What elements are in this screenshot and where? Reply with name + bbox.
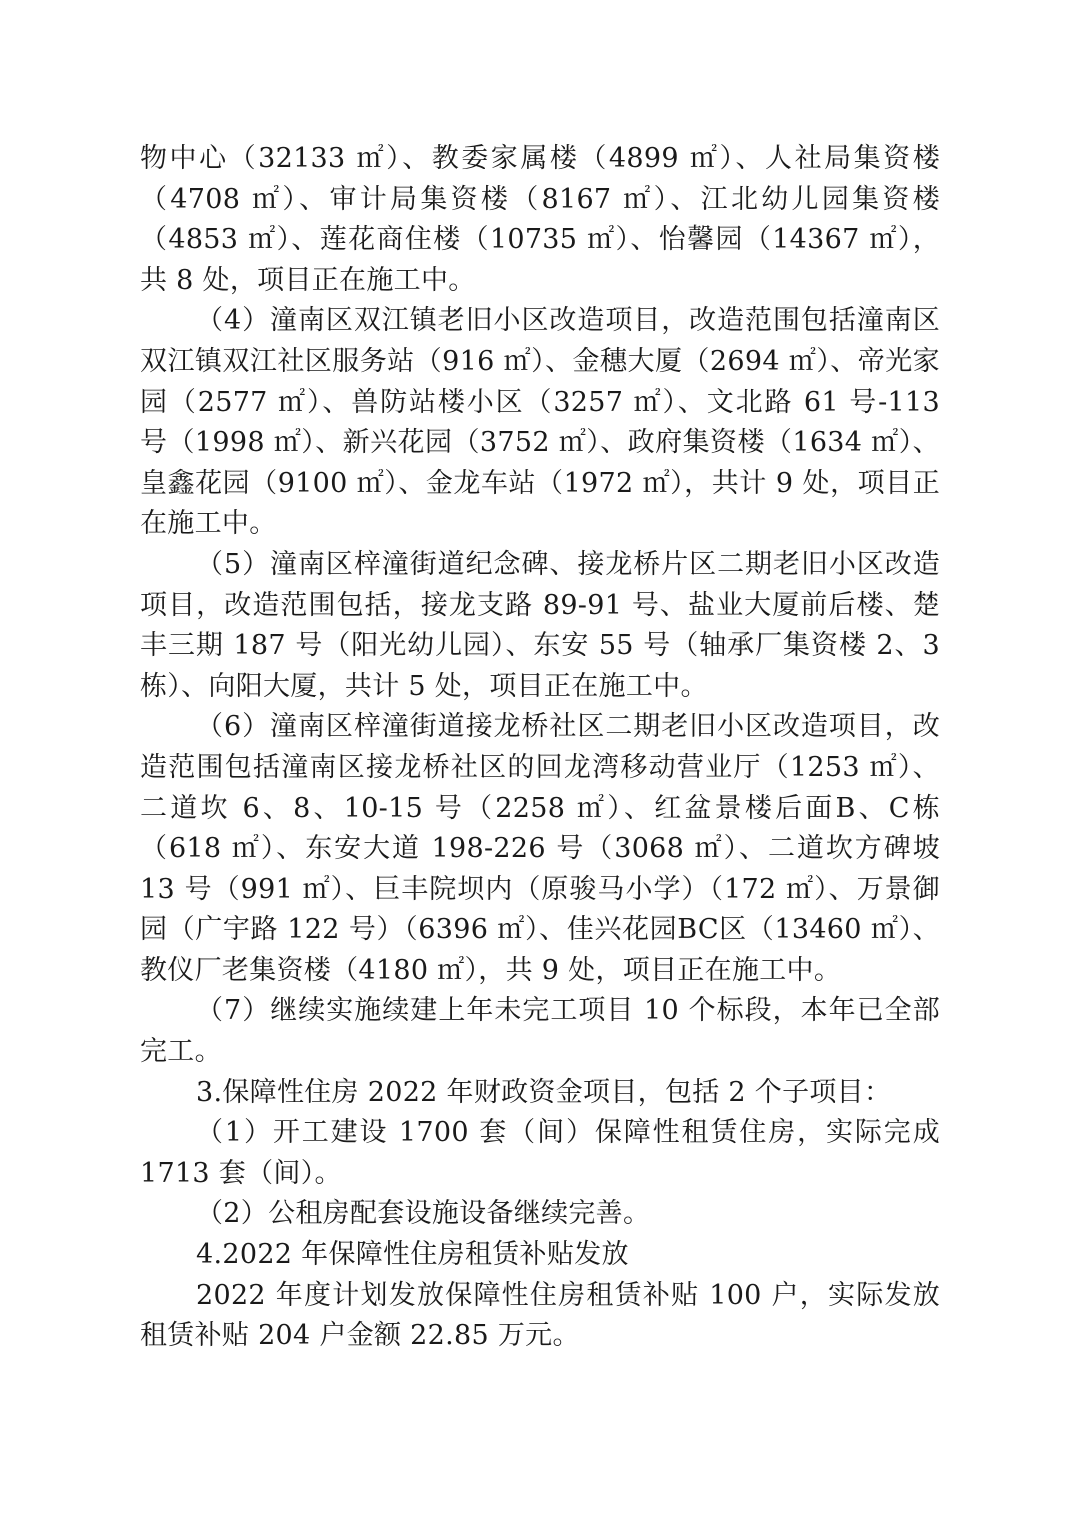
document-page <box>140 139 940 1357</box>
paragraph-item-4: （4）潼南区双江镇老旧小区改造项目，改造范围包括潼南区双江镇双江社区服务站（916 ㎡）、金穗大厦（2694 ㎡）、帝光家园（2577 ㎡）、兽防站楼小区（3257 ㎡）、文北路 61 号-113 号（1998 ㎡）、新兴花园（3752 ㎡）、政府集资楼（1634 ㎡）、皇鑫花园（9100 ㎡）、金龙车站（1972 ㎡），共计 9 处，项目正在施工中。 <box>140 305 940 540</box>
paragraph-subsidy: 2022 年度计划发放保障性住房租赁补贴 100 户，实际发放租赁补贴 204 户金额 22.85 万元。 <box>140 1279 940 1352</box>
paragraph-continuation: 物中心（32133 ㎡）、教委家属楼（4899 ㎡）、人社局集资楼（4708 ㎡）、审计局集资楼（8167 ㎡）、江北幼儿园集资楼（4853 ㎡）、莲花商住楼（10735 ㎡）、怡馨园（14367 ㎡），共 8 处，项目正在施工中。 <box>140 143 940 296</box>
section-heading-3: 3.保障性住房 2022 年财政资金项目，包括 2 个子项目： <box>196 1076 892 1108</box>
paragraph-sub-2: （2）公租房配套设施设备继续完善。 <box>196 1198 651 1230</box>
paragraph-item-6: （6）潼南区梓潼街道接龙桥社区二期老旧小区改造项目，改造范围包括潼南区接龙桥社区的回龙湾移动营业厅（1253 ㎡）、二道坎 6、8、10-15 号（2258 ㎡）、红盆景楼后面B、C栋（618 ㎡）、东安大道 198-226 号（3068 ㎡）、二道坎方碑坡 13 号（991 ㎡）、巨丰院坝内（原骏马小学）（172 ㎡）、万景御园（广宇路 122 号）（6396 ㎡）、佳兴花园BC区（13460 ㎡）、教仪厂老集资楼（4180 ㎡），共 9 处，项目正在施工中。 <box>140 711 940 986</box>
paragraph-item-7: （7）继续实施续建上年未完工项目 10 个标段，本年已全部完工。 <box>140 995 940 1068</box>
paragraph-sub-1: （1）开工建设 1700 套（间）保障性租赁住房，实际完成 1713 套（间）。 <box>140 1117 940 1189</box>
paragraph-item-5: （5）潼南区梓潼街道纪念碑、接龙桥片区二期老旧小区改造项目，改造范围包括，接龙支路 89-91 号、盐业大厦前后楼、楚丰三期 187 号（阳光幼儿园）、东安 55 号（轴承厂集资楼 2、3 栋）、向阳大厦，共计 5 处，项目正在施工中。 <box>140 548 940 702</box>
section-heading-4: 4.2022 年保障性住房租赁补贴发放 <box>196 1239 629 1271</box>
